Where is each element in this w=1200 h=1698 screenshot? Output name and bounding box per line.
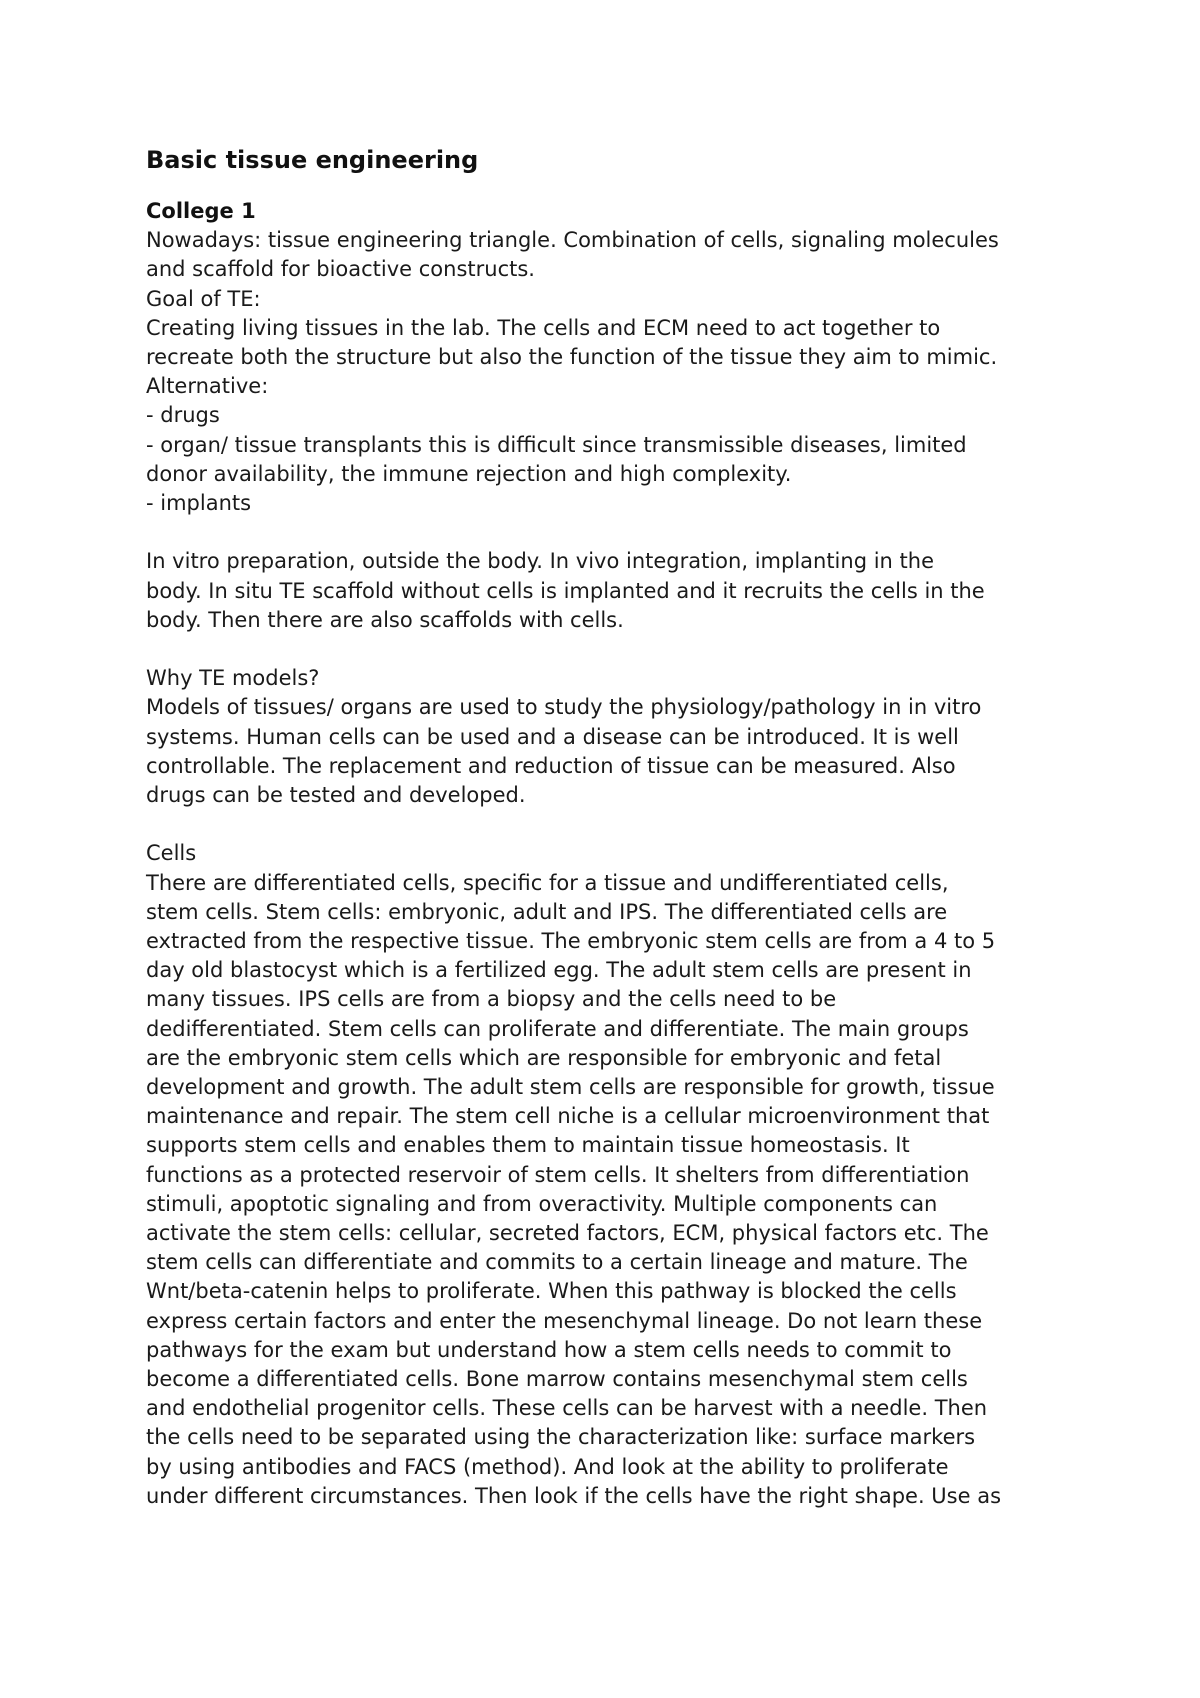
text-line: body. In situ TE scaffold without cells is implanted and it recruits the cells in the [146,578,985,603]
text-line: maintenance and repair. The stem cell niche is a cellular microenvironment that [146,1104,990,1129]
text-line: recreate both the structure but also the function of the tissue they aim to mimic. [146,345,998,370]
text-line: are the embryonic stem cells which are responsible for embryonic and fetal [146,1045,942,1070]
text-line: Creating living tissues in the lab. The cells and ECM need to act together to [146,315,941,340]
text-line: activate the stem cells: cellular, secreted factors, ECM, physical factors etc. The [146,1221,989,1246]
text-line: - organ/ tissue transplants this is difficult since transmissible diseases, limited [146,432,967,457]
text-line: There are differentiated cells, specific for a tissue and undifferentiated cells, [146,870,949,895]
text-line: Alternative: [146,374,269,399]
text-line: under different circumstances. Then look if the cells have the right shape. Use as [146,1483,1002,1508]
text-line: and endothelial progenitor cells. These cells can be harvest with a needle. Then [146,1396,988,1421]
text-line: and scaffold for bioactive constructs. [146,257,535,282]
text-line: Nowadays: tissue engineering triangle. Combination of cells, signaling molecules [146,228,999,253]
paragraph-spacer [146,810,1086,839]
text-line: by using antibodies and FACS (method). And look at the ability to proliferate [146,1454,949,1479]
text-line: Why TE models? [146,666,320,691]
text-line: donor availability, the immune rejection and high complexity. [146,461,792,486]
paragraph-spacer [146,518,1086,547]
text-line: pathways for the exam but understand how a stem cells needs to commit to [146,1337,952,1362]
section-heading: College 1 [146,199,256,223]
text-line: functions as a protected reservoir of stem cells. It shelters from differentiation [146,1162,970,1187]
text-line: - drugs [146,403,220,428]
text-line: controllable. The replacement and reduction of tissue can be measured. Also [146,753,956,778]
text-line: express certain factors and enter the mesenchymal lineage. Do not learn these [146,1308,983,1333]
text-line: stem cells can differentiate and commits to a certain lineage and mature. The [146,1250,968,1275]
text-line: development and growth. The adult stem cells are responsible for growth, tissue [146,1075,995,1100]
text-line: systems. Human cells can be used and a disease can be introduced. It is well [146,724,959,749]
text-line: the cells need to be separated using the characterization like: surface markers [146,1425,976,1450]
text-line: Models of tissues/ organs are used to study the physiology/pathology in in vitro [146,695,982,720]
text-line: Cells [146,841,197,866]
text-line: many tissues. IPS cells are from a biopsy and the cells need to be [146,987,837,1012]
text-line: stimuli, apoptotic signaling and from overactivity. Multiple components can [146,1191,938,1216]
text-line: Goal of TE: [146,286,261,311]
text-line: stem cells. Stem cells: embryonic, adult and IPS. The differentiated cells are [146,899,948,924]
text-line: become a differentiated cells. Bone marrow contains mesenchymal stem cells [146,1367,968,1392]
document-title: Basic tissue engineering [146,146,479,174]
text-line: drugs can be tested and developed. [146,783,526,808]
text-line: In vitro preparation, outside the body. In vivo integration, implanting in the [146,549,934,574]
text-line: - implants [146,491,252,516]
text-line: supports stem cells and enables them to maintain tissue homeostasis. It [146,1133,910,1158]
document-page [146,140,1086,1511]
text-line: dedifferentiated. Stem cells can proliferate and differentiate. The main groups [146,1016,969,1041]
document-body [146,226,1086,1511]
text-line: body. Then there are also scaffolds with cells. [146,607,624,632]
paragraph-spacer [146,635,1086,664]
text-line: extracted from the respective tissue. The embryonic stem cells are from a 4 to 5 [146,929,996,954]
text-line: Wnt/beta-catenin helps to proliferate. When this pathway is blocked the cells [146,1279,957,1304]
text-line: day old blastocyst which is a fertilized egg. The adult stem cells are present in [146,958,972,983]
